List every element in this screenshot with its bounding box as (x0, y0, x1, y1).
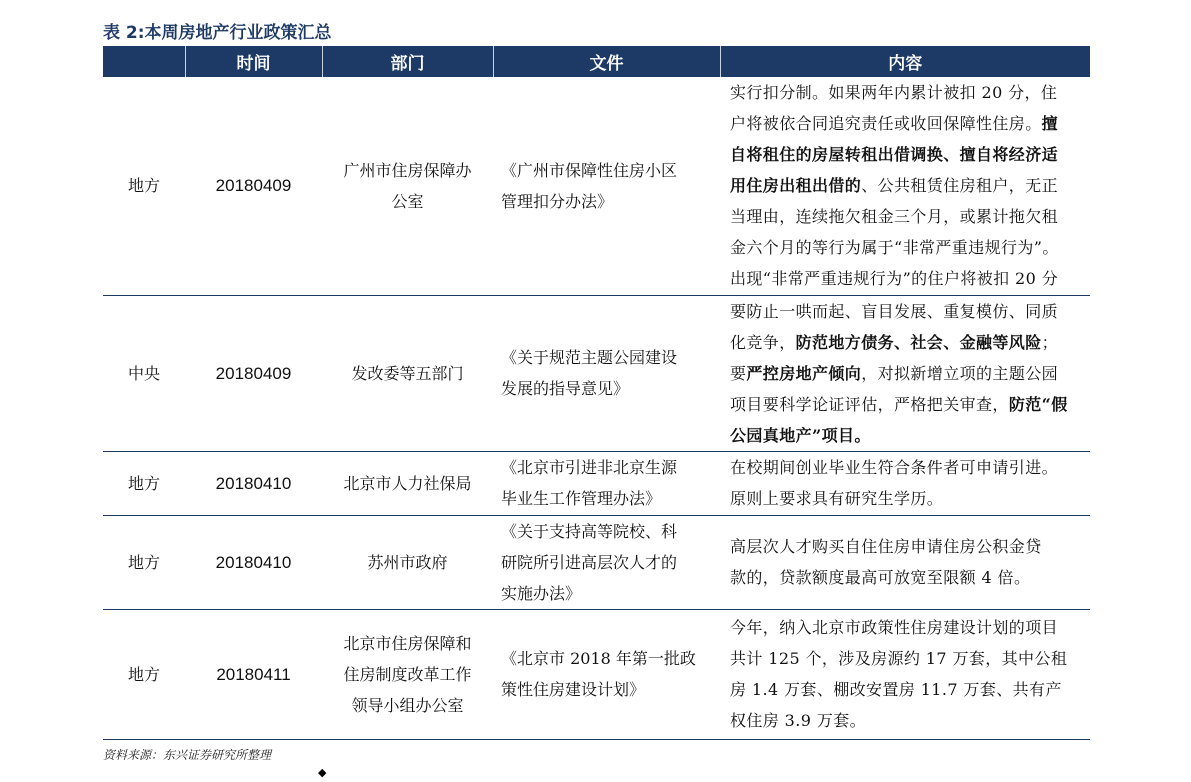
bold-text: 防范地方债务、社会、金融等风险 (795, 332, 1042, 352)
content-text: 要 (730, 363, 747, 383)
dept-cell (322, 295, 493, 451)
content-text: ； (1041, 332, 1059, 352)
content-text: 户将被依合同追究责任或收回保障性住房。 (730, 114, 1042, 134)
file-line: 《关于规范主题公园建设 (501, 348, 678, 367)
dept-line: 北京市人力社保局 (343, 473, 472, 493)
content-text: 今年，纳入北京市政策性住房建设计划的项目 (730, 618, 1059, 637)
content-line (730, 420, 1082, 451)
content-line (730, 612, 1082, 643)
dept-cell (322, 451, 493, 515)
content-line (730, 201, 1082, 232)
content-text: 项目要科学论证评估，严格把关审查， (730, 394, 1009, 414)
content-text: 高层次人才购买自住住房申请住房公积金贷 (730, 537, 1042, 556)
content-cell (720, 515, 1090, 609)
content-line (730, 77, 1082, 108)
content-text: 要防止一哄而起、盲目发展、重复模仿、同质 (730, 301, 1059, 321)
table-row (103, 609, 1090, 739)
content-line (730, 674, 1082, 705)
bold-text: 严控房地产倾向 (746, 363, 862, 383)
diamond-marker: ◆ (318, 766, 327, 779)
content-line (730, 483, 1082, 514)
header-dept: 部门 (322, 46, 493, 77)
bold-text: 防范“假 (1008, 394, 1068, 414)
dept-line: 广州市住房保障办 (343, 160, 472, 180)
dept-line: 苏州市政府 (367, 552, 448, 572)
file-cell (493, 515, 720, 609)
table-row (103, 295, 1090, 451)
content-line (730, 562, 1082, 593)
content-line (730, 232, 1082, 263)
content-text: 房 1.4 万套、棚改安置房 11.7 万套、共有产 (730, 680, 1062, 699)
bold-text: 公园真地产”项目。 (730, 425, 871, 445)
source-note: 资料来源：东兴证券研究所整理 (103, 748, 272, 762)
file-line: 《关于支持高等院校、科 (501, 521, 678, 541)
level-cell: 中央 (127, 363, 160, 383)
content-line (730, 296, 1082, 327)
date-cell: 20180411 (216, 664, 291, 684)
header-row (103, 46, 1090, 77)
content-line (730, 452, 1082, 483)
file-line: 《广州市保障性住房小区 (501, 160, 678, 180)
level-cell: 地方 (127, 552, 160, 572)
content-text: 、公共租赁住房租户，无正 (861, 176, 1059, 196)
content-line (730, 327, 1082, 358)
date-cell: 20180409 (215, 363, 292, 383)
content-line (730, 643, 1082, 674)
date-cell: 20180409 (215, 176, 292, 196)
header-file: 文件 (493, 46, 720, 77)
content-text: 金六个月的等行为属于“非常严重违规行为”。 (730, 238, 1059, 258)
file-line: 《北京市 2018 年第一批政 (501, 649, 696, 668)
dept-cell (322, 77, 493, 295)
content-line (730, 389, 1082, 420)
content-cell (720, 451, 1090, 515)
content-text: 化竞争， (730, 332, 796, 352)
content-line (730, 705, 1082, 736)
content-text: 权住房 3.9 万套。 (730, 711, 867, 730)
level-cell: 地方 (127, 473, 160, 493)
file-cell (493, 609, 720, 739)
file-line: 《北京市引进非北京生源 (501, 458, 678, 477)
dept-line: 发改委等五部门 (351, 363, 464, 383)
table-row (103, 515, 1090, 609)
content-line (730, 358, 1082, 389)
table-row (103, 451, 1090, 515)
dept-line: 住房制度改革工作 (343, 664, 472, 684)
content-text: 共计 125 个，涉及房源约 17 万套，其中公租 (730, 649, 1068, 668)
file-line: 实施办法》 (501, 583, 582, 603)
content-cell (720, 77, 1090, 295)
content-line (730, 108, 1082, 139)
file-line: 毕业生工作管理办法》 (501, 489, 662, 508)
content-line (730, 170, 1082, 201)
file-line: 管理扣分办法》 (501, 191, 614, 211)
file-line: 研院所引进高层次人才的 (501, 552, 678, 572)
content-line (730, 263, 1082, 294)
dept-cell (322, 609, 493, 739)
bold-text: 自将租住的房屋转租出借调换、擅自将经济适 (730, 145, 1059, 165)
content-cell (720, 295, 1090, 451)
content-line (730, 139, 1082, 170)
dept-line: 公室 (391, 191, 424, 211)
date-cell: 20180410 (215, 473, 292, 493)
bold-text: 擅 (1041, 114, 1059, 134)
content-text: 原则上要求具有研究生学历。 (730, 489, 944, 508)
file-cell (493, 451, 720, 515)
content-text: 当理由，连续拖欠租金三个月，或累计拖欠租 (730, 207, 1059, 227)
dept-cell (322, 515, 493, 609)
content-line (730, 531, 1082, 562)
policy-table (103, 46, 1090, 740)
file-cell (493, 295, 720, 451)
header-level (103, 46, 185, 77)
content-text: ，对拟新增立项的主题公园 (861, 363, 1059, 383)
dept-line: 北京市住房保障和 (343, 633, 472, 653)
table-row (103, 77, 1090, 295)
header-date: 时间 (185, 46, 322, 77)
file-line: 发展的指导意见》 (501, 379, 630, 398)
table-title: 表 2:本周房地产行业政策汇总 (103, 23, 332, 43)
level-cell: 地方 (127, 176, 160, 196)
header-content: 内容 (720, 46, 1090, 77)
level-cell: 地方 (127, 664, 160, 684)
file-cell (493, 77, 720, 295)
content-text: 款的，贷款额度最高可放宽至限额 4 倍。 (730, 568, 1031, 587)
content-cell (720, 609, 1090, 739)
date-cell: 20180410 (215, 552, 292, 572)
file-line: 策性住房建设计划》 (501, 680, 646, 699)
content-text: 出现“非常严重违规行为”的住户将被扣 20 分 (730, 269, 1059, 289)
content-text: 在校期间创业毕业生符合条件者可申请引进。 (730, 458, 1059, 477)
bold-text: 用住房出租出借的 (730, 176, 862, 196)
content-text: 实行扣分制。如果两年内累计被扣 20 分，住 (730, 83, 1058, 103)
dept-line: 领导小组办公室 (351, 695, 464, 715)
